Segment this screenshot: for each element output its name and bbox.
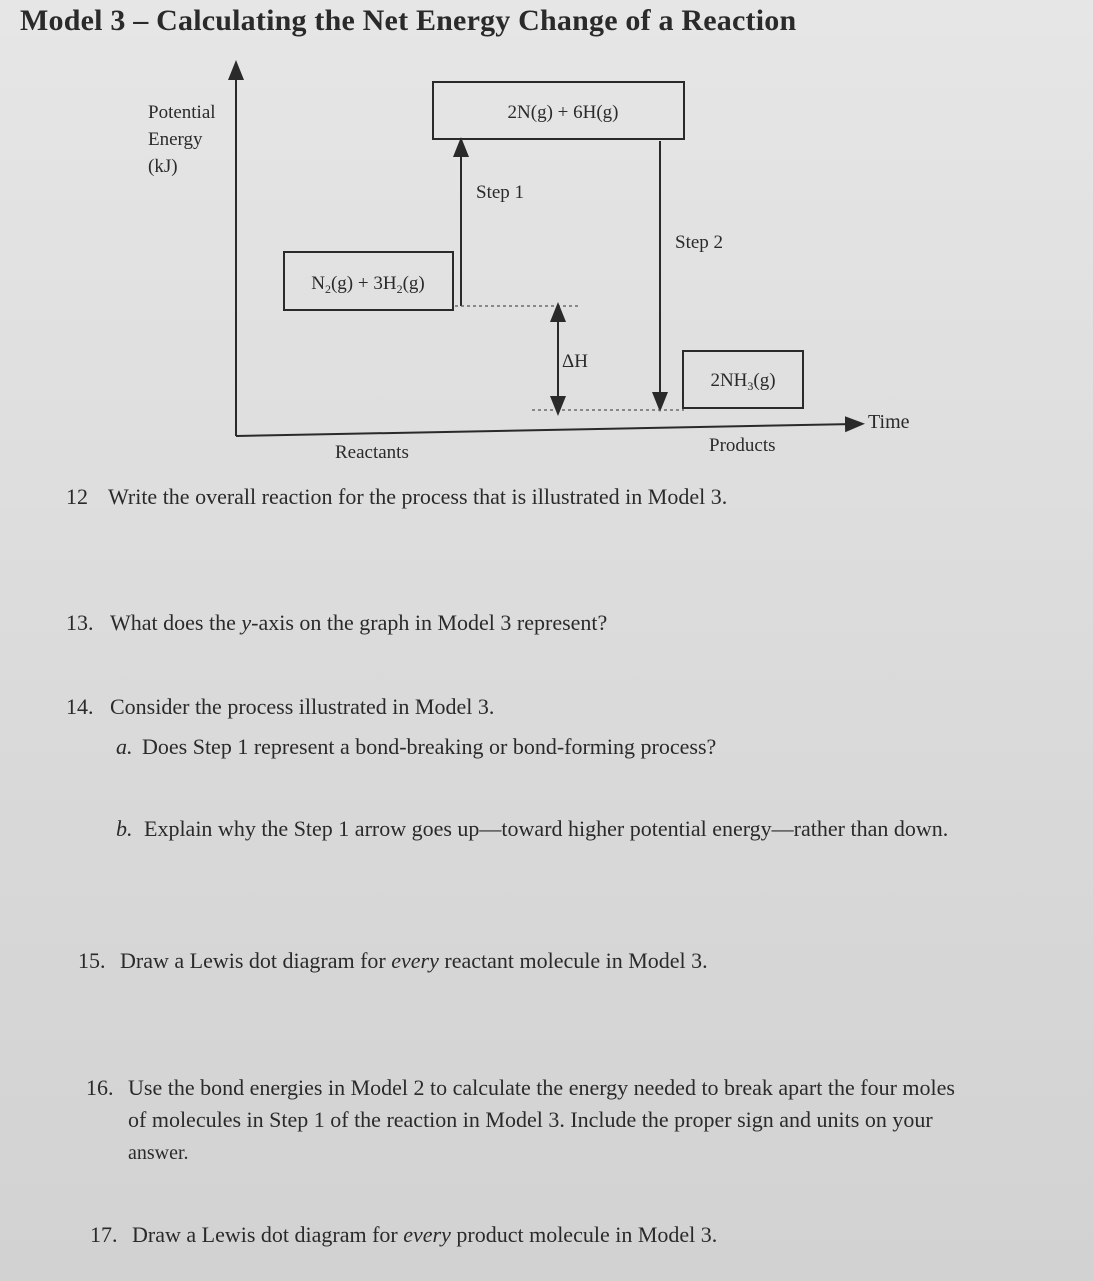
question-text-line1: Use the bond energies in Model 2 to calculate the energy needed to break apart the four moles: [128, 1075, 955, 1100]
question-number: 13.: [66, 610, 94, 635]
question-number: 16.: [86, 1075, 114, 1100]
delta-h-label: ΔH: [562, 351, 588, 372]
question-14: [66, 694, 494, 720]
y-axis-label-line2: Energy: [148, 129, 203, 150]
question-12: [66, 484, 727, 510]
atoms-energy-label: 2N(g) + 6H(g): [507, 102, 619, 123]
question-14b: [116, 816, 948, 842]
y-axis-label-line3: (kJ): [148, 156, 178, 177]
question-17: [90, 1222, 717, 1248]
question-text-line3: answer.: [128, 1142, 189, 1164]
products-label: Products: [709, 435, 776, 456]
question-text: Does Step 1 represent a bond-breaking or bond-forming process?: [142, 734, 717, 759]
part-letter: b.: [116, 816, 133, 841]
question-text: Draw a Lewis dot diagram for: [132, 1222, 404, 1247]
question-13: [66, 610, 607, 636]
step2-label: Step 2: [675, 232, 724, 253]
question-14a: [116, 734, 716, 760]
part-letter: a.: [116, 734, 133, 759]
question-15: [78, 948, 708, 974]
question-text: Draw a Lewis dot diagram for: [120, 948, 392, 973]
question-text: Write the overall reaction for the process that is illustrated in Model 3.: [108, 484, 728, 509]
question-16: [86, 1072, 1046, 1169]
question-text: Explain why the Step 1 arrow goes up—toward higher potential energy—rather than down.: [144, 816, 949, 841]
question-text-italic: every: [391, 948, 439, 973]
x-axis-label: Time: [868, 411, 910, 433]
step1-label: Step 1: [476, 182, 525, 203]
question-number: 14.: [66, 694, 94, 719]
reactants-label: Reactants: [335, 442, 409, 463]
question-text-line2: of molecules in Step 1 of the reaction in Model 3. Include the proper sign and units on your: [128, 1107, 933, 1132]
question-number: 17.: [90, 1222, 118, 1247]
question-text: Consider the process illustrated in Model 3.: [110, 694, 495, 719]
question-text-italic: every: [403, 1222, 451, 1247]
question-text-end: reactant molecule in Model 3.: [438, 948, 708, 973]
question-text-end: product molecule in Model 3.: [450, 1222, 718, 1247]
model-title: Model 3 – Calculating the Net Energy Change of a Reaction: [20, 4, 797, 37]
reactant-label: $N_2(g) + 3H_2(g)$: [311, 273, 425, 296]
question-number: 15.: [78, 948, 106, 973]
question-number: 12: [66, 484, 88, 509]
energy-diagram: [0, 0, 1093, 470]
product-label: $2NH_3(g)$: [710, 370, 776, 393]
question-text-italic: y: [241, 610, 252, 635]
y-axis-label-line1: Potential: [148, 102, 216, 123]
question-text: What does the: [110, 610, 242, 635]
question-text-end: -axis on the graph in Model 3 represent?: [251, 610, 608, 635]
